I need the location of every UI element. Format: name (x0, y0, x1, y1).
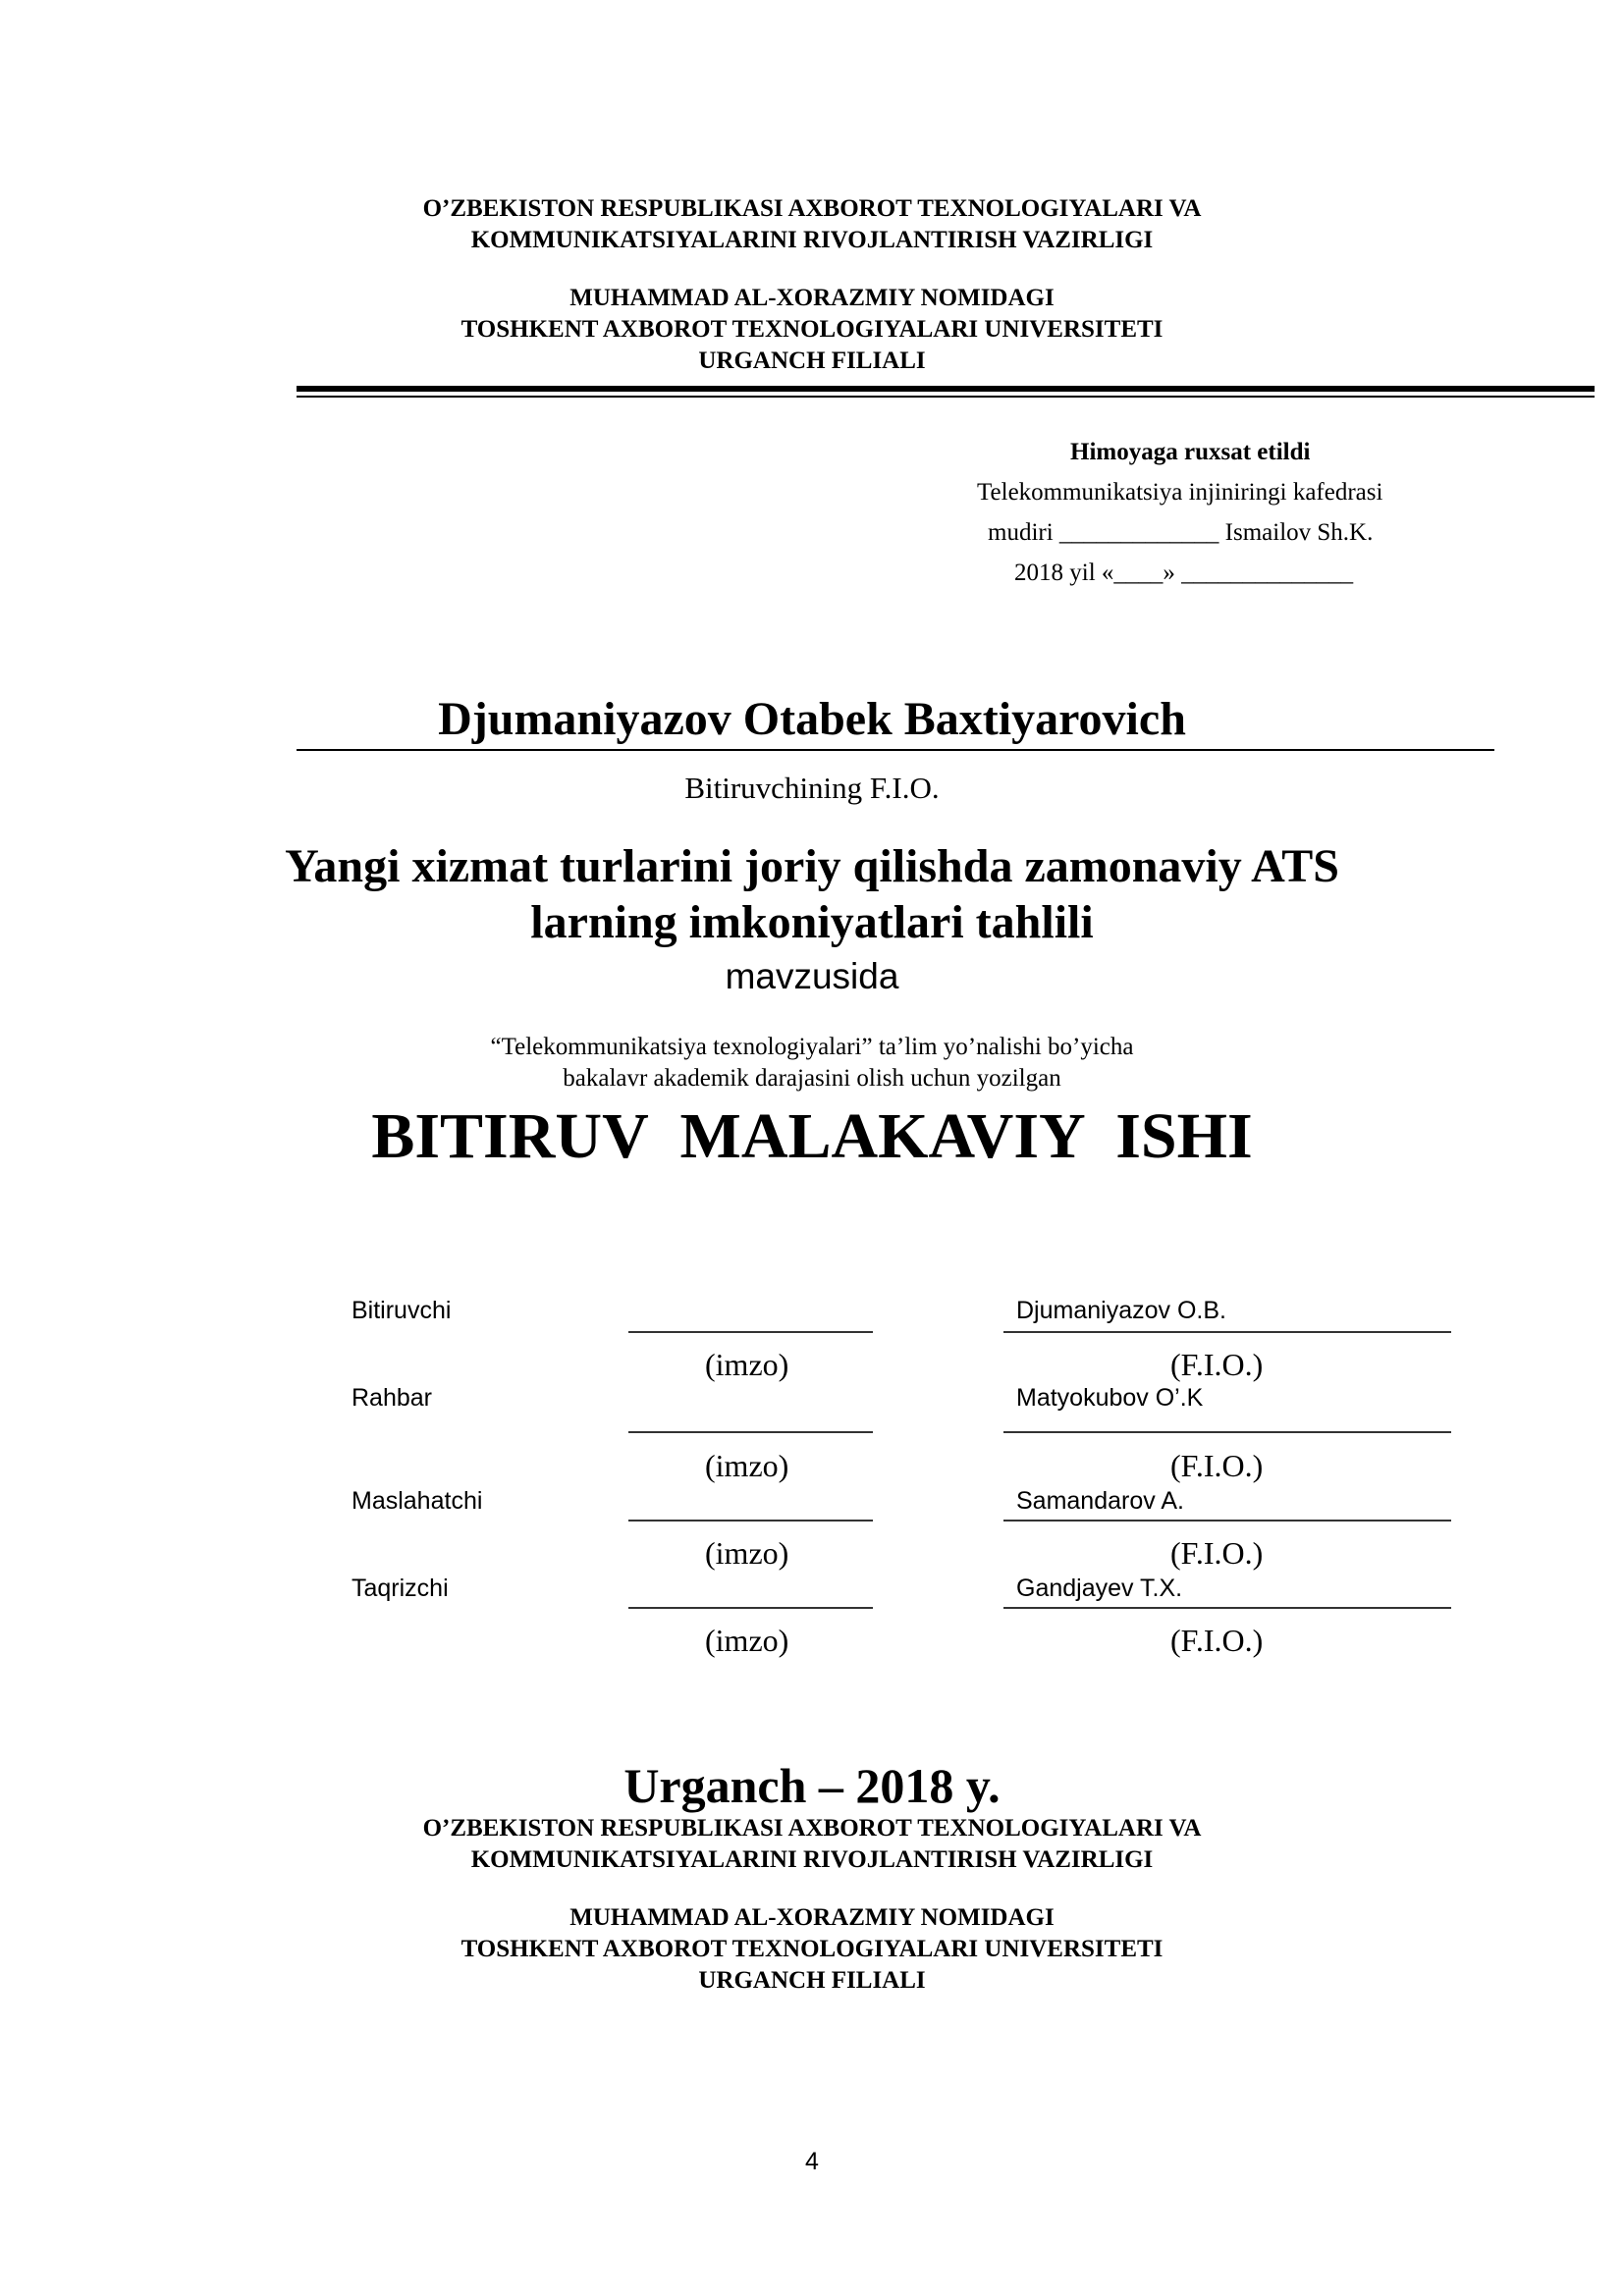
signature-name: Samandarov A. (1016, 1487, 1184, 1515)
university-line-2: TOSHKENT AXBOROT TEXNOLOGIYALARI UNIVERSITETI (460, 1936, 1164, 1962)
ministry-line-2: KOMMUNIKATSIYALARINI RIVOJLANTIRISH VAZIRLIGI (470, 227, 1154, 253)
header-rule-thin (297, 396, 1595, 398)
name-line (1003, 1607, 1451, 1609)
signature-line (628, 1520, 873, 1522)
name-line (1003, 1331, 1451, 1333)
university-line-3: URGANCH FILIALI (698, 1967, 926, 1994)
work-title: BITIRUV MALAKAVIY ISHI (371, 1100, 1253, 1172)
signature-caption: (imzo) (705, 1448, 789, 1483)
name-caption: (F.I.O.) (1170, 1448, 1264, 1483)
page-number: 4 (805, 2148, 819, 2175)
university-line-1: MUHAMMAD AL-XORAZMIY NOMIDAGI (569, 285, 1055, 311)
approval-date: 2018 yil «____» ______________ (1014, 560, 1354, 586)
graduate-name-underline (297, 749, 1494, 751)
topic-suffix: mavzusida (725, 956, 899, 996)
signature-role: Taqrizchi (352, 1575, 449, 1602)
signature-name: Matyokubov O’.K (1016, 1384, 1204, 1412)
university-line-1: MUHAMMAD AL-XORAZMIY NOMIDAGI (569, 1904, 1055, 1931)
approval-title: Himoyaga ruxsat etildi (1070, 439, 1311, 465)
program-line-2: bakalavr akademik darajasini olish uchun yozilgan (563, 1065, 1061, 1092)
signature-caption: (imzo) (705, 1347, 789, 1382)
university-line-2: TOSHKENT AXBOROT TEXNOLOGIYALARI UNIVERSITETI (460, 316, 1164, 343)
signature-role: Maslahatchi (352, 1487, 483, 1515)
ministry-line-1: O’ZBEKISTON RESPUBLIKASI AXBOROT TEXNOLOGIYALARI VA (422, 195, 1202, 222)
program-line-1: “Telekommunikatsiya texnologiyalari” ta’lim yo’nalishi bo’yicha (490, 1034, 1134, 1060)
approval-department: Telekommunikatsiya injiniringi kafedrasi (977, 479, 1383, 506)
ministry-line-2: KOMMUNIKATSIYALARINI RIVOJLANTIRISH VAZIRLIGI (470, 1846, 1154, 1873)
ministry-line-1: O’ZBEKISTON RESPUBLIKASI AXBOROT TEXNOLOGIYALARI VA (422, 1815, 1202, 1842)
university-line-3: URGANCH FILIALI (698, 347, 926, 374)
place-year: Urganch – 2018 y. (623, 1758, 1001, 1813)
signature-line (628, 1331, 873, 1333)
signature-line (628, 1607, 873, 1609)
name-line (1003, 1431, 1451, 1433)
header-rule-thick (297, 386, 1595, 392)
signature-caption: (imzo) (705, 1535, 789, 1571)
approval-head: mudiri _____________ Ismailov Sh.K. (988, 519, 1374, 546)
name-line (1003, 1520, 1451, 1522)
graduate-caption: Bitiruvchining F.I.O. (684, 771, 940, 805)
name-caption: (F.I.O.) (1170, 1623, 1264, 1658)
topic-line-1: Yangi xizmat turlarini joriy qilishda zamonaviy ATS (285, 840, 1339, 892)
signature-caption: (imzo) (705, 1623, 789, 1658)
signature-name: Djumaniyazov O.B. (1016, 1297, 1226, 1324)
signature-role: Rahbar (352, 1384, 432, 1412)
name-caption: (F.I.O.) (1170, 1535, 1264, 1571)
signature-name: Gandjayev T.X. (1016, 1575, 1183, 1602)
graduate-name: Djumaniyazov Otabek Baxtiyarovich (438, 693, 1186, 745)
signature-line (628, 1431, 873, 1433)
signature-role: Bitiruvchi (352, 1297, 452, 1324)
topic-line-2: larning imkoniyatlari tahlili (530, 896, 1094, 948)
name-caption: (F.I.O.) (1170, 1347, 1264, 1382)
